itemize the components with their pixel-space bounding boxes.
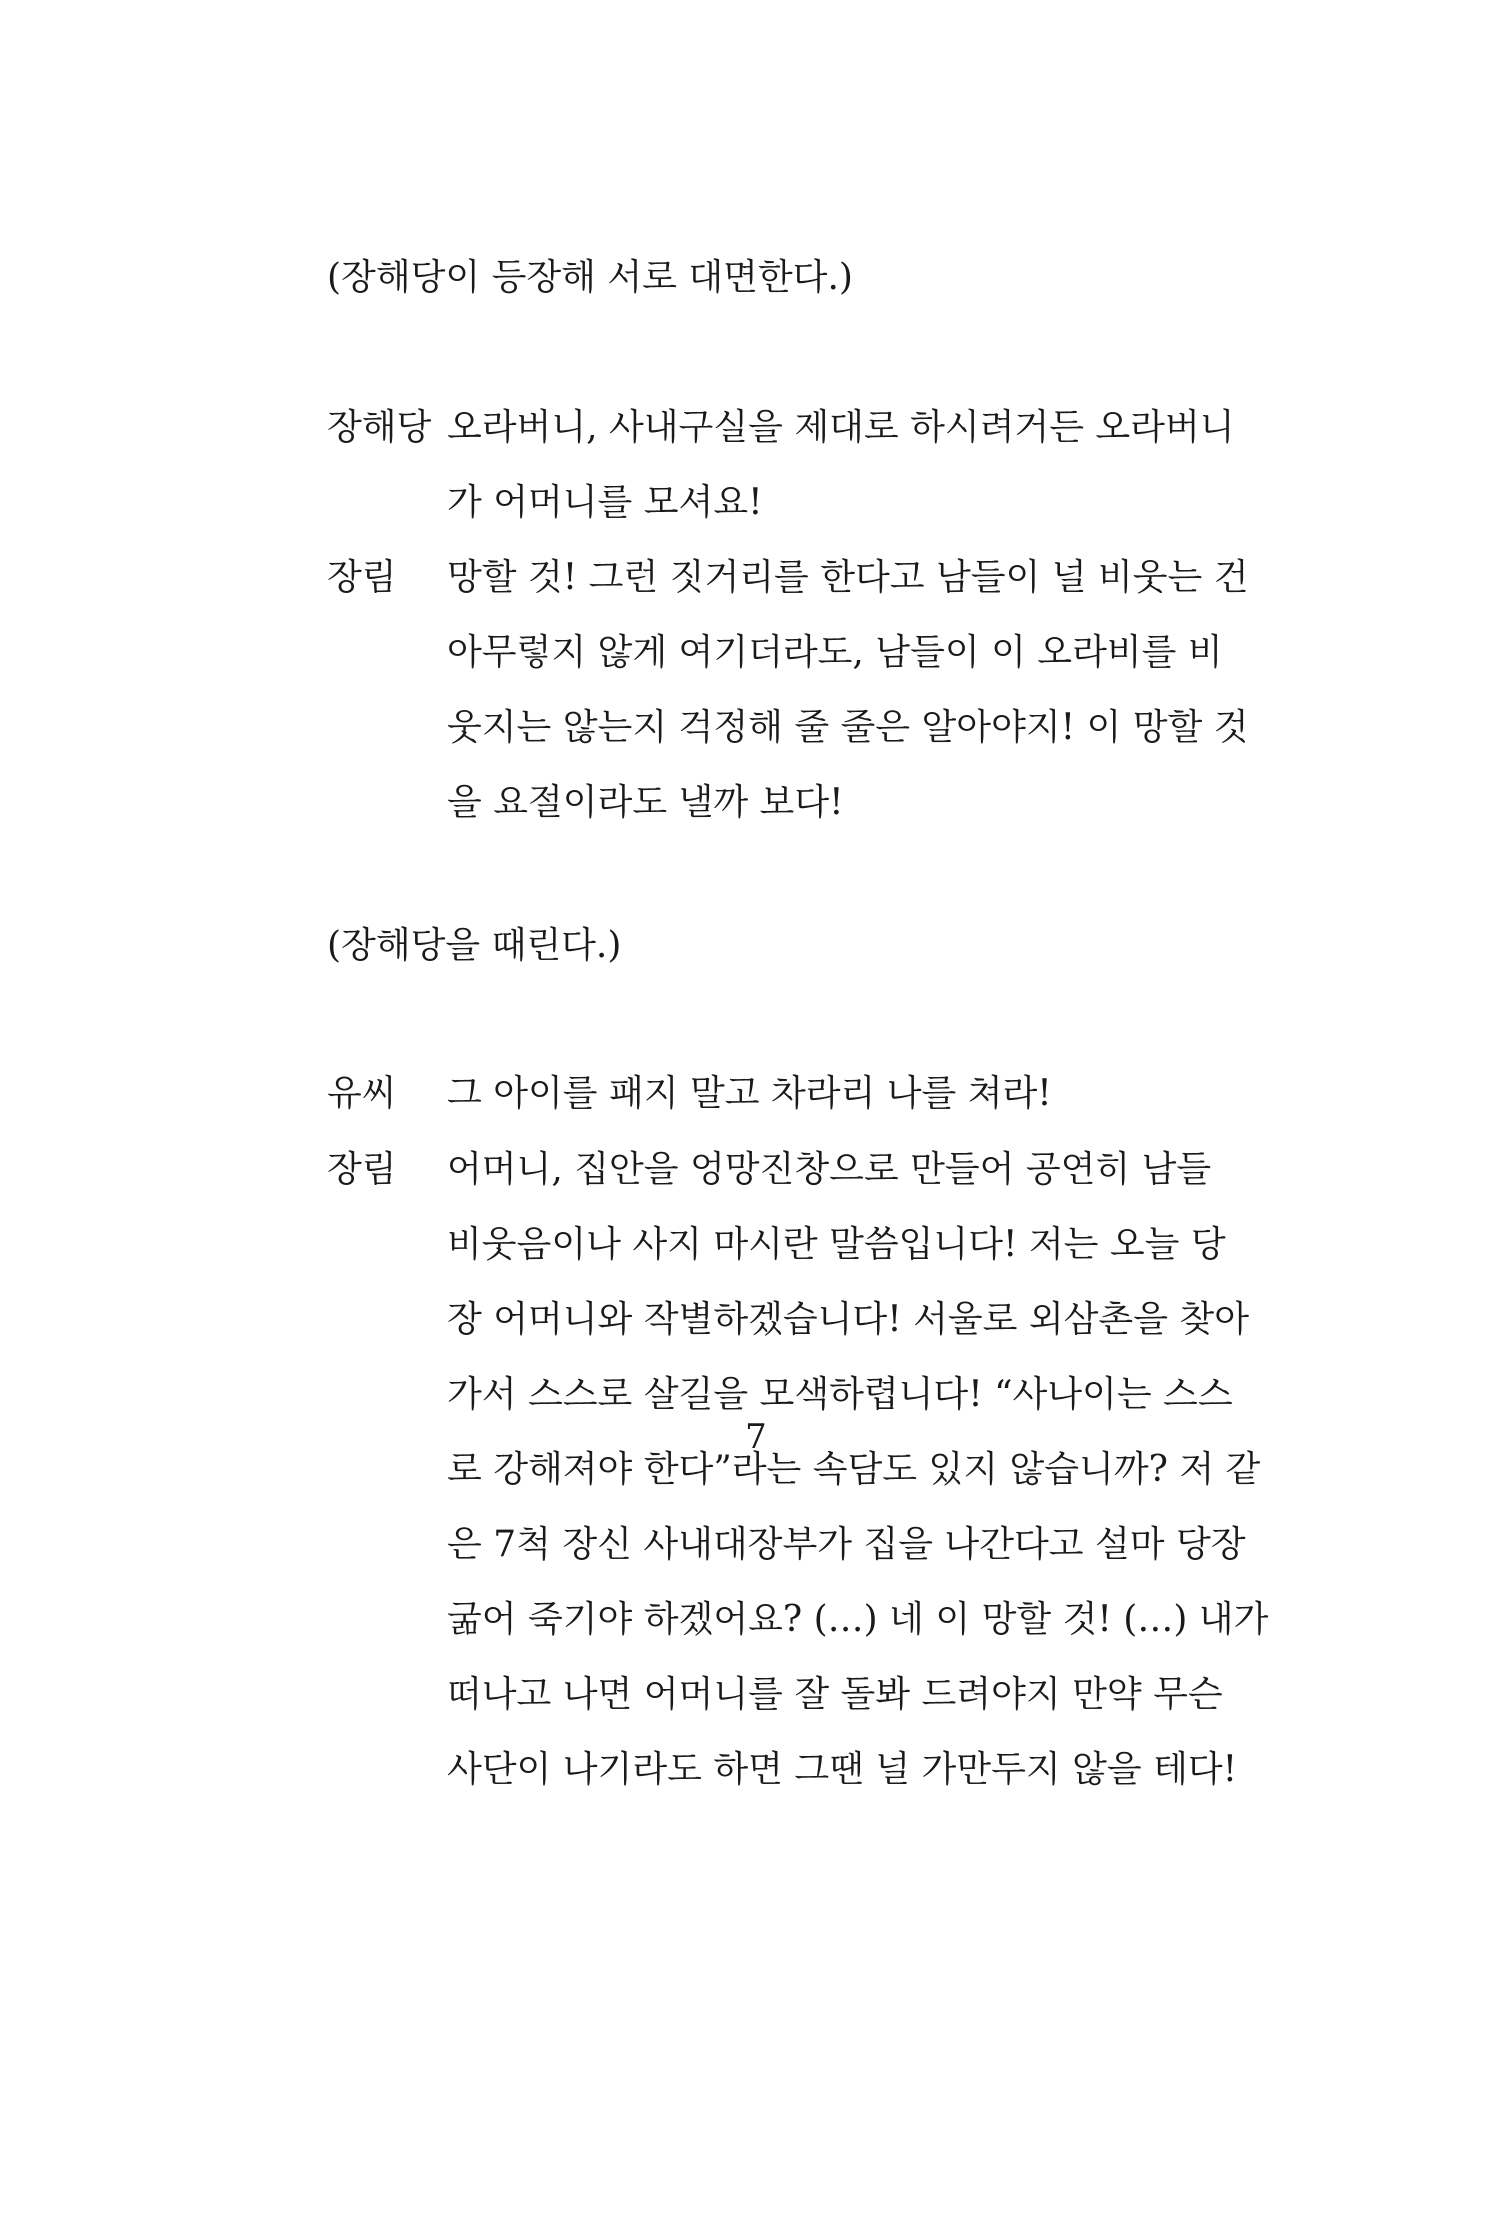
dialogue-line: 어머니, 집안을 엉망진창으로 만들어 공연히 남들 <box>447 1149 1212 1190</box>
speaker-name: 장해당 <box>327 407 432 448</box>
speaker-name: 유씨 <box>327 1073 397 1114</box>
page-number: 7 <box>745 1417 767 1457</box>
dialogue-line: 웃지는 않는지 걱정해 줄 줄은 알아야지! 이 망할 것 <box>447 707 1249 748</box>
dialogue-line: 떠나고 나면 어머니를 잘 돌봐 드려야지 만약 무슨 <box>447 1674 1223 1715</box>
dialogue-line: 그 아이를 패지 말고 차라리 나를 쳐라! <box>447 1073 1052 1114</box>
stage-direction: (장해당이 등장해 서로 대면한다.) <box>327 257 853 298</box>
dialogue-line: 굶어 죽기야 하겠어요? (…) 네 이 망할 것! (…) 내가 <box>447 1599 1269 1640</box>
speaker-name: 장림 <box>327 1149 397 1190</box>
dialogue-line: 비웃음이나 사지 마시란 말씀입니다! 저는 오늘 당 <box>447 1224 1226 1265</box>
dialogue-line: 가 어머니를 모셔요! <box>447 482 763 523</box>
dialogue-line: 사단이 나기라도 하면 그땐 널 가만두지 않을 테다! <box>447 1749 1238 1790</box>
dialogue-line: 망할 것! 그런 짓거리를 한다고 남들이 널 비웃는 건 <box>447 557 1249 598</box>
dialogue-line: 가서 스스로 살길을 모색하렵니다! “사나이는 스스 <box>447 1374 1233 1415</box>
dialogue-line: 장 어머니와 작별하겠습니다! 서울로 외삼촌을 찾아 <box>447 1299 1249 1340</box>
dialogue-line: 오라버니, 사내구실을 제대로 하시려거든 오라버니 <box>447 407 1235 448</box>
dialogue-line: 아무렇지 않게 여기더라도, 남들이 이 오라비를 비 <box>447 632 1223 673</box>
dialogue-line: 은 7척 장신 사내대장부가 집을 나간다고 설마 당장 <box>447 1524 1246 1565</box>
dialogue-line: 을 요절이라도 낼까 보다! <box>447 782 844 823</box>
stage-direction: (장해당을 때린다.) <box>327 925 622 966</box>
dialogue-line: 로 강해져야 한다”라는 속담도 있지 않습니까? 저 같 <box>447 1449 1261 1490</box>
speaker-name: 장림 <box>327 557 397 598</box>
